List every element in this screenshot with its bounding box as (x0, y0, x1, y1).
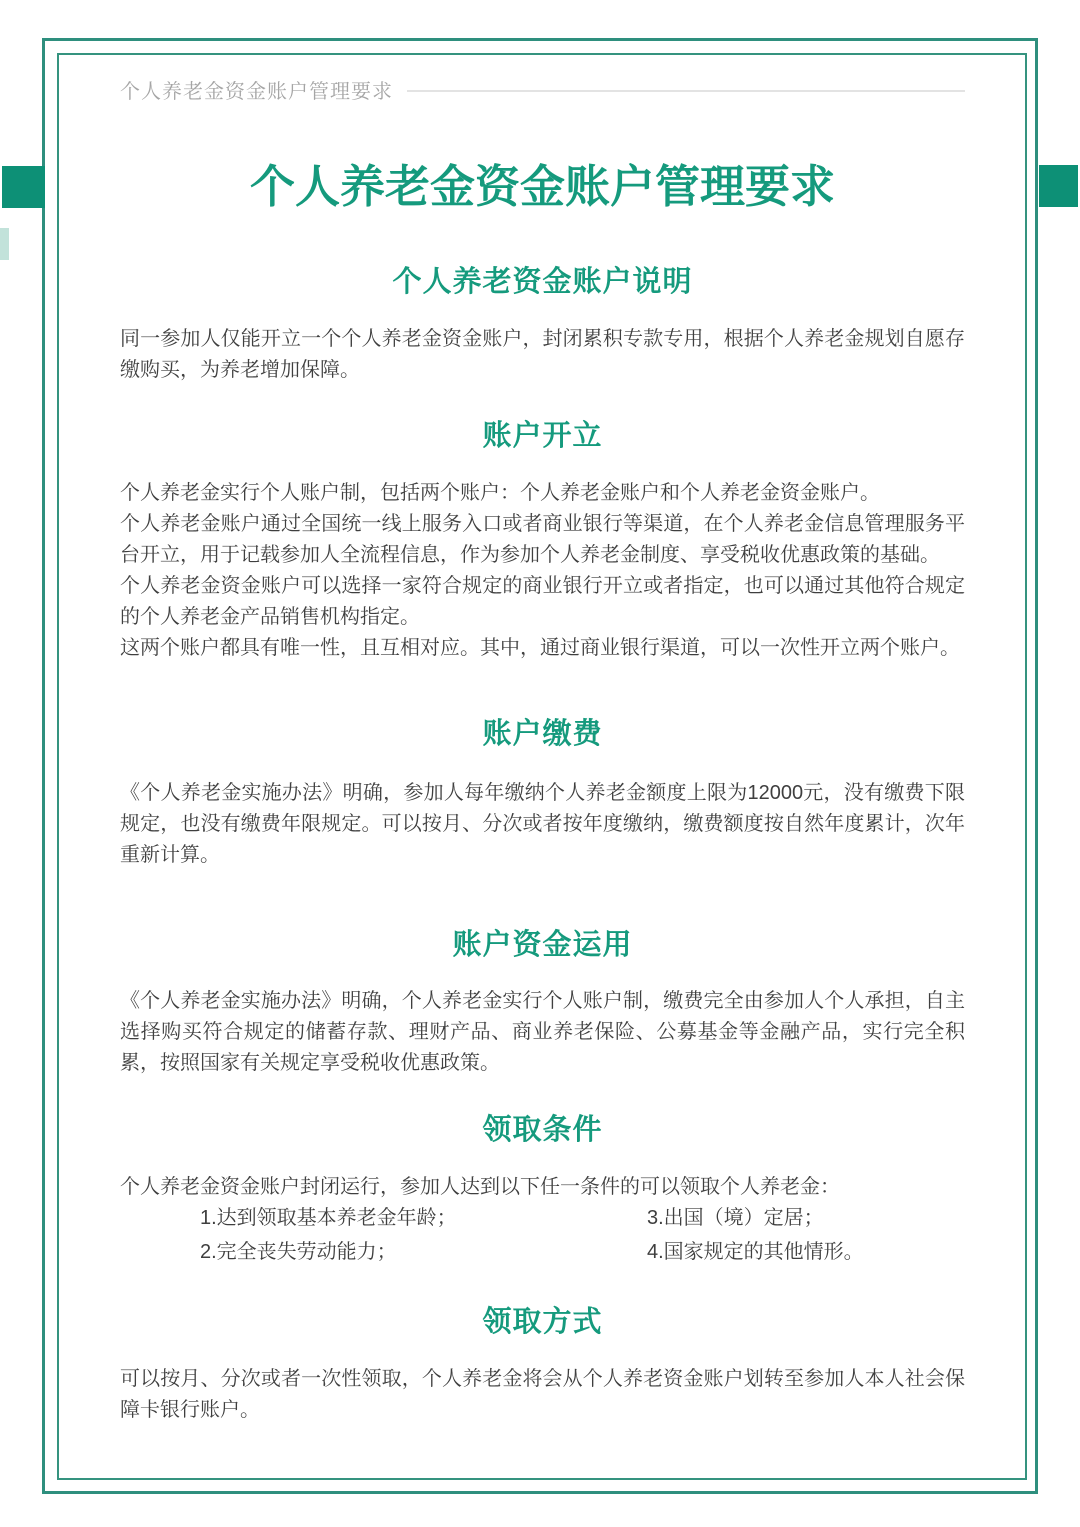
paragraph: 可以按月、分次或者一次性领取，个人养老金将会从个人养老资金账户划转至参加人本人社会保障卡银行账户。 (120, 1368, 965, 1421)
section-heading-withdrawal-conditions: 领取条件 (482, 1114, 603, 1146)
section-body-account-description (120, 324, 965, 386)
condition-item: 4.国家规定的其他情形。 (647, 1241, 864, 1263)
running-header (120, 76, 965, 102)
section-heading-account-contribution: 账户缴费 (482, 718, 603, 750)
section-heading-account-opening: 账户开立 (482, 420, 603, 452)
conditions-list (120, 1203, 965, 1268)
paragraph: 这两个账户都具有唯一性，且互相对应。其中，通过商业银行渠道，可以一次性开立两个账户。 (120, 637, 960, 659)
condition-item: 2.完全丧失劳动能力； (200, 1241, 397, 1263)
section-body-account-opening (120, 478, 965, 664)
section-body-withdrawal-method (120, 1364, 965, 1426)
paragraph: 《个人养老金实施办法》明确，个人养老金实行个人账户制，缴费完全由参加人个人承担，自主选择购买符合规定的储蓄存款、理财产品、商业养老保险、公募基金等金融产品，实行完全积累，按照国家有关规定享受税收优惠政策。 (120, 990, 965, 1074)
section-heading-fund-usage: 账户资金运用 (452, 929, 633, 961)
paragraph: 《个人养老金实施办法》明确，参加人每年缴纳个人养老金额度上限为12000元，没有缴费下限规定，也没有缴费年限规定。可以按月、分次或者按年度缴纳，缴费额度按自然年度累计，次年重新计算。 (120, 782, 965, 866)
paragraph: 个人养老金资金账户可以选择一家符合规定的商业银行开立或者指定，也可以通过其他符合规定的个人养老金产品销售机构指定。 (120, 575, 965, 628)
left-edge-accent-square (2, 166, 45, 208)
section-body-fund-usage (120, 986, 965, 1079)
section-body-account-contribution (120, 778, 965, 871)
paragraph: 个人养老金账户通过全国统一线上服务入口或者商业银行等渠道，在个人养老金信息管理服务平台开立，用于记载参加人全流程信息，作为参加个人养老金制度、享受税收优惠政策的基础。 (120, 513, 965, 566)
section-heading-withdrawal-method: 领取方式 (482, 1306, 603, 1338)
conditions-intro: 个人养老金资金账户封闭运行，参加人达到以下任一条件的可以领取个人养老金： (120, 1176, 840, 1198)
right-edge-accent-square (1039, 165, 1078, 207)
section-body-withdrawal-conditions (120, 1172, 965, 1268)
page-title: 个人养老金资金账户管理要求 (249, 161, 835, 212)
section-heading-account-description: 个人养老资金账户说明 (392, 266, 693, 298)
paragraph: 同一参加人仅能开立一个个人养老金资金账户，封闭累积专款专用，根据个人养老金规划自愿存缴购买，为养老增加保障。 (120, 328, 965, 381)
header-divider-line (407, 90, 965, 92)
condition-item: 1.达到领取基本养老金年龄； (200, 1207, 457, 1229)
running-header-label: 个人养老金资金账户管理要求 (120, 80, 393, 103)
condition-item: 3.出国（境）定居； (647, 1207, 824, 1229)
paragraph: 个人养老金实行个人账户制，包括两个账户：个人养老金账户和个人养老金资金账户。 (120, 482, 880, 504)
document-content (57, 53, 1027, 1426)
left-edge-small-accent (0, 228, 9, 260)
